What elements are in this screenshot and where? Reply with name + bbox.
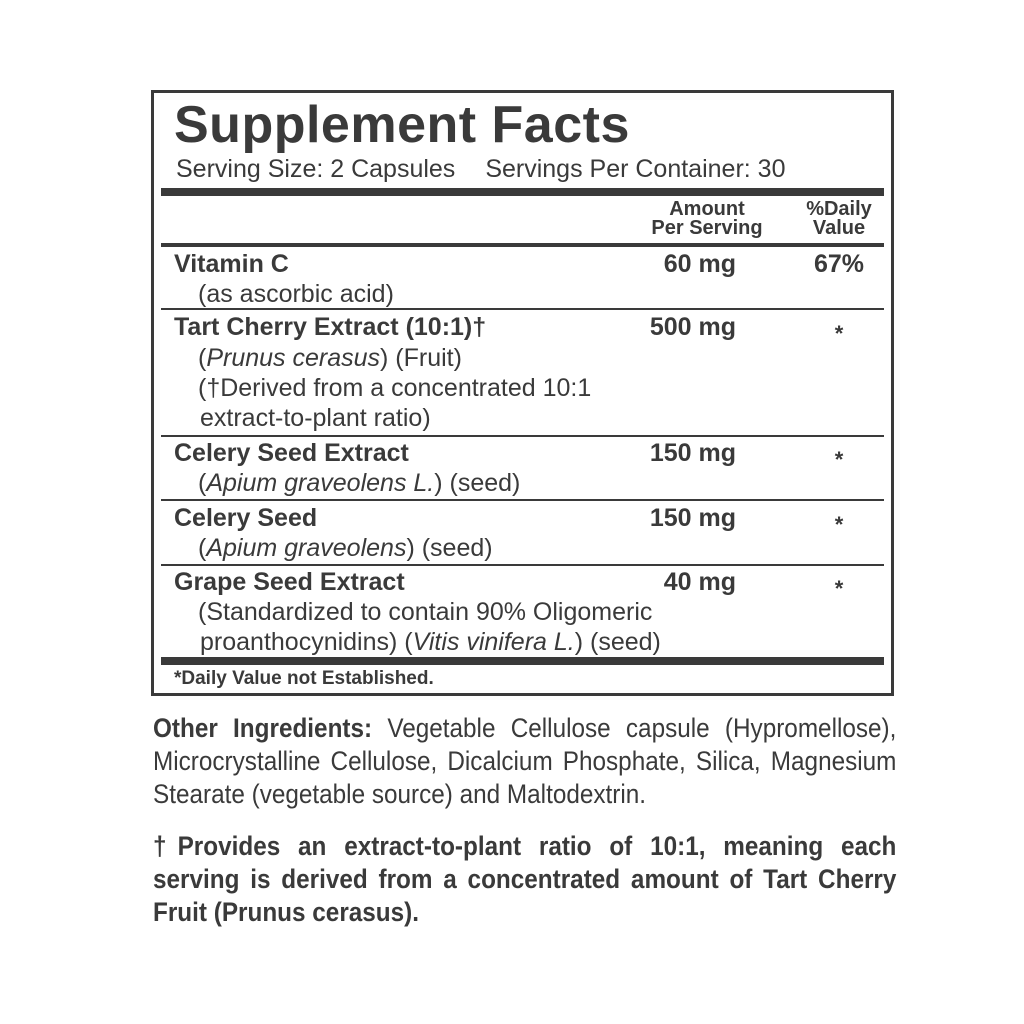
- nutrient-name: Vitamin C: [174, 250, 289, 278]
- nutrient-source: (Prunus cerasus) (Fruit): [198, 344, 462, 372]
- panel-title: Supplement Facts: [174, 96, 630, 154]
- nutrient-note: (†Derived from a concentrated 10:1: [198, 374, 592, 402]
- nutrient-name: Celery Seed Extract: [174, 439, 409, 467]
- servings-per-container: Servings Per Container: 30: [485, 155, 786, 183]
- serving-size: Serving Size: 2 Capsules: [176, 155, 456, 183]
- nutrient-source: (as ascorbic acid): [198, 280, 394, 308]
- daily-value-footnote: *Daily Value not Established.: [174, 668, 434, 689]
- serving-info: [176, 154, 785, 184]
- column-header-daily-value: %Daily Value: [806, 198, 872, 239]
- divider-row: [161, 308, 884, 310]
- nutrient-daily-value: *: [834, 576, 844, 601]
- nutrient-amount: 40 mg: [663, 568, 736, 596]
- nutrient-name: Grape Seed Extract: [174, 568, 405, 596]
- divider-thick-bottom: [161, 657, 884, 665]
- nutrient-source: (Apium graveolens L.) (seed): [198, 469, 521, 497]
- nutrient-amount: 150 mg: [649, 504, 736, 532]
- nutrient-amount: 60 mg: [663, 250, 736, 278]
- divider-row: [161, 435, 884, 437]
- divider-row: [161, 564, 884, 566]
- divider-header: [161, 243, 884, 247]
- other-ingredients-label: Other Ingredients:: [153, 713, 373, 743]
- nutrient-name: Celery Seed: [174, 504, 318, 532]
- divider-row: [161, 499, 884, 501]
- nutrient-daily-value: *: [834, 321, 844, 346]
- extract-ratio-note: †Provides an extract-to-plant ratio of 10:1, meaning each serving is derived from a concentrated amount of Tart Cherry Fruit (Prunus cerasus).: [153, 831, 897, 927]
- other-ingredients-text: Vegetable Cellulose capsule (Hypromellose), Microcrystalline Cellulose, Dicalcium Phosphate, Silica, Magnesium Stearate (vegetable source) and Maltodextrin.: [153, 713, 897, 809]
- divider-thick-top: [161, 188, 884, 196]
- nutrient-amount: 150 mg: [649, 439, 736, 467]
- nutrient-name: Tart Cherry Extract (10:1)†: [174, 313, 487, 341]
- nutrient-source: (Apium graveolens) (seed): [198, 534, 493, 562]
- nutrient-daily-value: *: [834, 447, 844, 472]
- other-ingredients: [153, 712, 896, 811]
- nutrient-note-continued: extract-to-plant ratio): [200, 404, 431, 432]
- nutrient-amount: 500 mg: [649, 313, 736, 341]
- column-header-amount: Amount Per Serving: [651, 198, 763, 239]
- nutrient-standardization: (Standardized to contain 90% Oligomeric: [198, 598, 653, 626]
- supplement-facts-panel: [151, 90, 894, 696]
- nutrient-source: proanthocynidins) (Vitis vinifera L.) (seed): [200, 628, 661, 656]
- nutrient-daily-value: 67%: [813, 250, 865, 278]
- nutrient-daily-value: *: [834, 512, 844, 537]
